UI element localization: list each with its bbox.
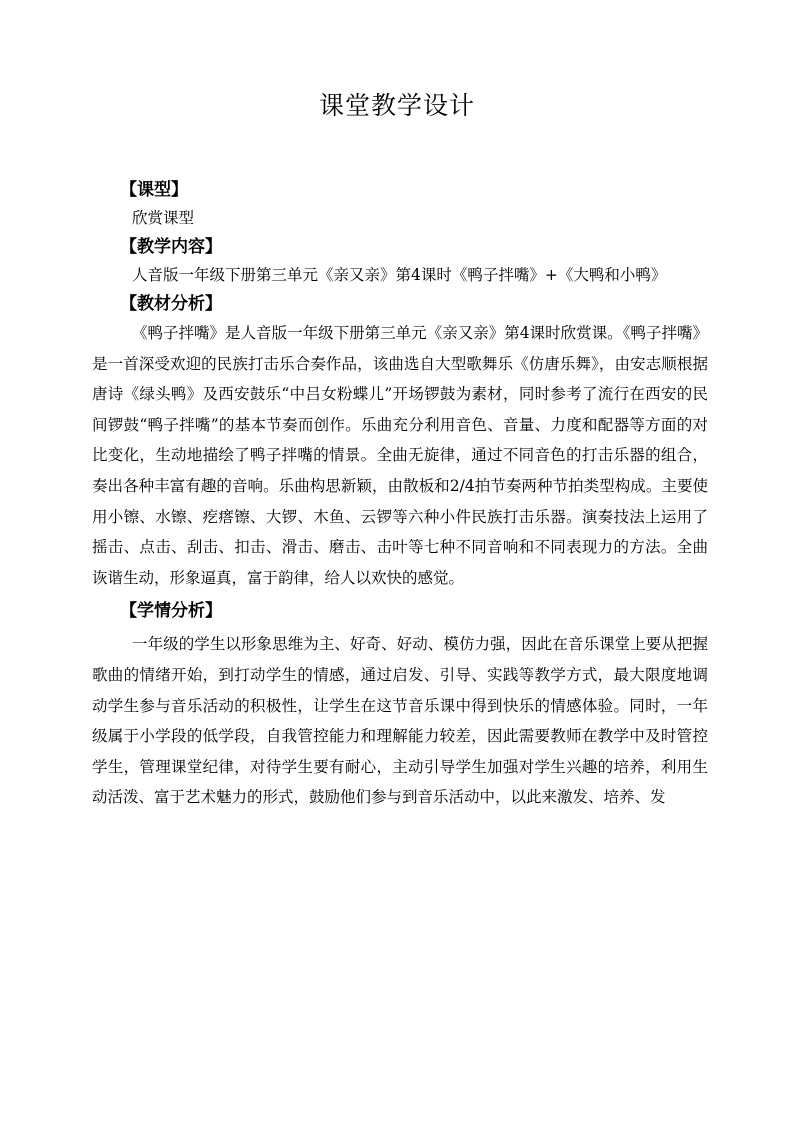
student-analysis-paragraph: 一年级的学生以形象思维为主、好奇、好动、模仿力强，因此在音乐课堂上要从把握歌曲的情绪开始，到打动学生的情感，通过启发、引导、实践等教学方式，最大限度地调动学生参与音乐活动的积极性，让学生在这节音乐课中得到快乐的情感体验。同时，一年级属于小学段的低学段，自我管控能力和理解能力较差，因此需要教师在教学中及时管控学生，管理课堂纪律，对待学生要有耐心，主动引导学生加强对学生兴趣的培养，利用生动活泼、富于艺术魅力的形式，鼓励他们参与到音乐活动中，以此来激发、培养、发 — [92, 635, 708, 807]
teaching-content-paragraph: 人音版一年级下册第三单元《亲又亲》第4课时《鸭子拌嘴》+《大鸭和小鸭》 — [132, 266, 667, 284]
section-heading-student-analysis: 【学情分析】 — [120, 601, 222, 622]
page-title: 课堂教学设计 — [318, 91, 475, 120]
lesson-type-text: 欣赏课型 — [132, 209, 195, 227]
section-heading-teaching-content: 【教学内容】 — [120, 237, 222, 257]
section-heading-lesson-type: 【课型】 — [120, 180, 188, 200]
section-heading-material-analysis: 【教材分析】 — [120, 294, 222, 314]
material-analysis-paragraph: 《鸭子拌嘴》是人音版一年级下册第三单元《亲又亲》第4课时欣赏课。《鸭子拌嘴》是一首深受欢迎的民族打击乐合奏作品，该曲选自大型歌舞乐《仿唐乐舞》，由安志顺根据唐诗《绿头鸭》及西安鼓乐“中吕女粉蝶儿”开场锣鼓为素材，同时参考了流行在西安的民间锣鼓“鸭子拌嘴”的基本节奏而创作。乐曲充分利用音色、音量、力度和配器等方面的对比变化，生动地描绘了鸭子拌嘴的情景。全曲无旋律，通过不同音色的打击乐器的组合，奏出各种丰富有趣的音响。乐曲构思新颖，由散板和2/4拍节奏两种节拍类型构成。主要使用小镲、水镲、疙瘩镲、大锣、木鱼、云锣等六种小件民族打击乐器。演奏技法上运用了摇击、点击、刮击、扣击、滑击、磨击、击叶等七种不同音响和不同表现力的方法。全曲诙谐生动，形象逼真，富于韵律，给人以欢快的感觉。 — [92, 324, 708, 587]
document-body — [92, 176, 708, 813]
